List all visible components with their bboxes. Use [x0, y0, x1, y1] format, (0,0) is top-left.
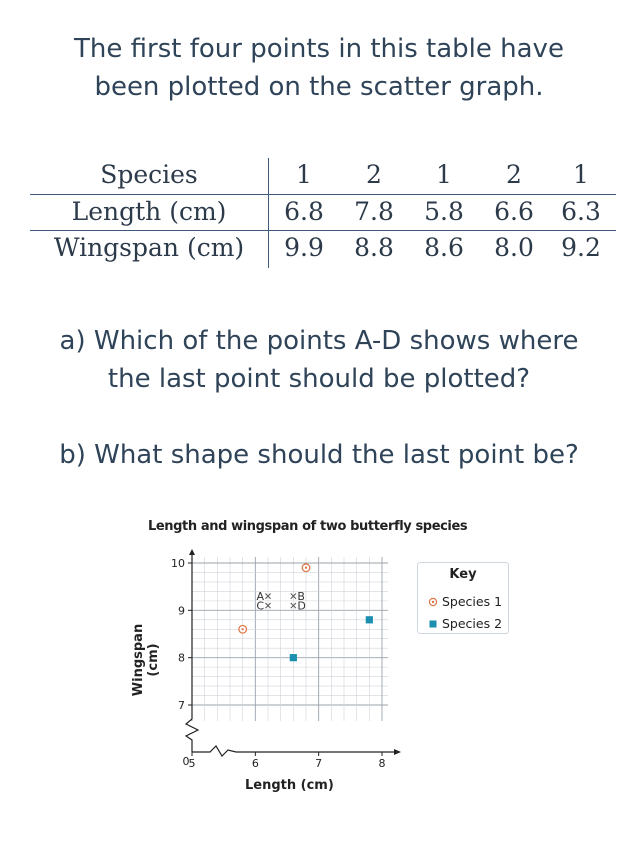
circle-dot-icon [428, 594, 442, 609]
table-cell: 5.8 [424, 197, 464, 226]
table-row-species [30, 158, 616, 192]
y-tick-label: 7 [178, 699, 185, 712]
table-cell: 9.2 [561, 233, 601, 262]
candidate-point-label: C [256, 599, 264, 613]
table-cell: 9.9 [284, 233, 324, 262]
x-axis-label: Length (cm) [245, 778, 334, 793]
question-b: b) What shape should the last point be? [59, 440, 579, 470]
scatter-graph [131, 515, 530, 805]
y-axis-break [186, 719, 198, 752]
y-tick-label: 9 [178, 604, 185, 618]
y-axis-arrow [189, 549, 195, 555]
table-cell: 8.0 [494, 233, 534, 262]
x-tick-label: 6 [251, 757, 259, 770]
row-label: Length (cm) [71, 197, 227, 226]
x-axis-line [192, 746, 396, 756]
question-a-line-1: a) Which of the points A-D shows where [59, 326, 579, 356]
table-cell: 8.6 [424, 233, 464, 262]
table-row-length [30, 195, 616, 229]
question-a [0, 322, 638, 398]
intro-line-1: The first four points in this table have [74, 34, 564, 64]
y-tick-label: 10 [171, 557, 185, 570]
legend-item-species-2 [428, 616, 502, 631]
data-table [30, 158, 616, 268]
table-cell: 1 [296, 160, 312, 189]
x-tick-label: 5 [188, 757, 196, 770]
table-cell: 6.3 [561, 197, 601, 226]
row-label: Species [100, 160, 198, 189]
table-row-wingspan [30, 231, 616, 265]
legend-title: Key [449, 567, 477, 582]
question-a-line-2: the last point should be plotted? [107, 364, 531, 394]
table-cell: 2 [506, 160, 522, 189]
y-tick-label: 8 [178, 651, 185, 665]
intro-text [0, 30, 638, 106]
table-cell: 1 [573, 160, 589, 189]
candidate-point-label: D [297, 599, 306, 613]
data-point-species-1-center [241, 628, 243, 630]
legend [417, 562, 509, 634]
table-cell: 7.8 [354, 197, 394, 226]
y-axis-label: Wingspan (cm) [131, 623, 161, 697]
candidate-point-label: B [297, 590, 305, 604]
origin-label: 0 [182, 755, 190, 768]
square-icon [428, 616, 442, 631]
table-column-divider [268, 158, 269, 268]
legend-item-species-1 [428, 594, 502, 609]
scatter-plot-area [140, 515, 530, 805]
legend-label: Species 2 [442, 616, 503, 631]
x-tick-label: 7 [315, 757, 323, 770]
table-cell: 8.8 [354, 233, 394, 262]
x-axis-arrow [394, 749, 401, 755]
table-cell: 6.6 [494, 197, 534, 226]
chart-title: Length and wingspan of two butterfly species [148, 519, 468, 534]
table-cell: 1 [436, 160, 452, 189]
table-cell: 6.8 [284, 197, 324, 226]
data-point-species-2 [290, 654, 297, 661]
candidate-point-label: A [256, 590, 264, 604]
x-tick-label: 8 [378, 757, 386, 770]
intro-line-2: been plotted on the scatter graph. [94, 72, 544, 102]
row-label: Wingspan (cm) [53, 233, 245, 262]
data-point-species-2 [366, 616, 373, 623]
data-point-species-1-center [305, 567, 307, 569]
table-cell: 2 [366, 160, 382, 189]
legend-label: Species 1 [442, 594, 503, 609]
